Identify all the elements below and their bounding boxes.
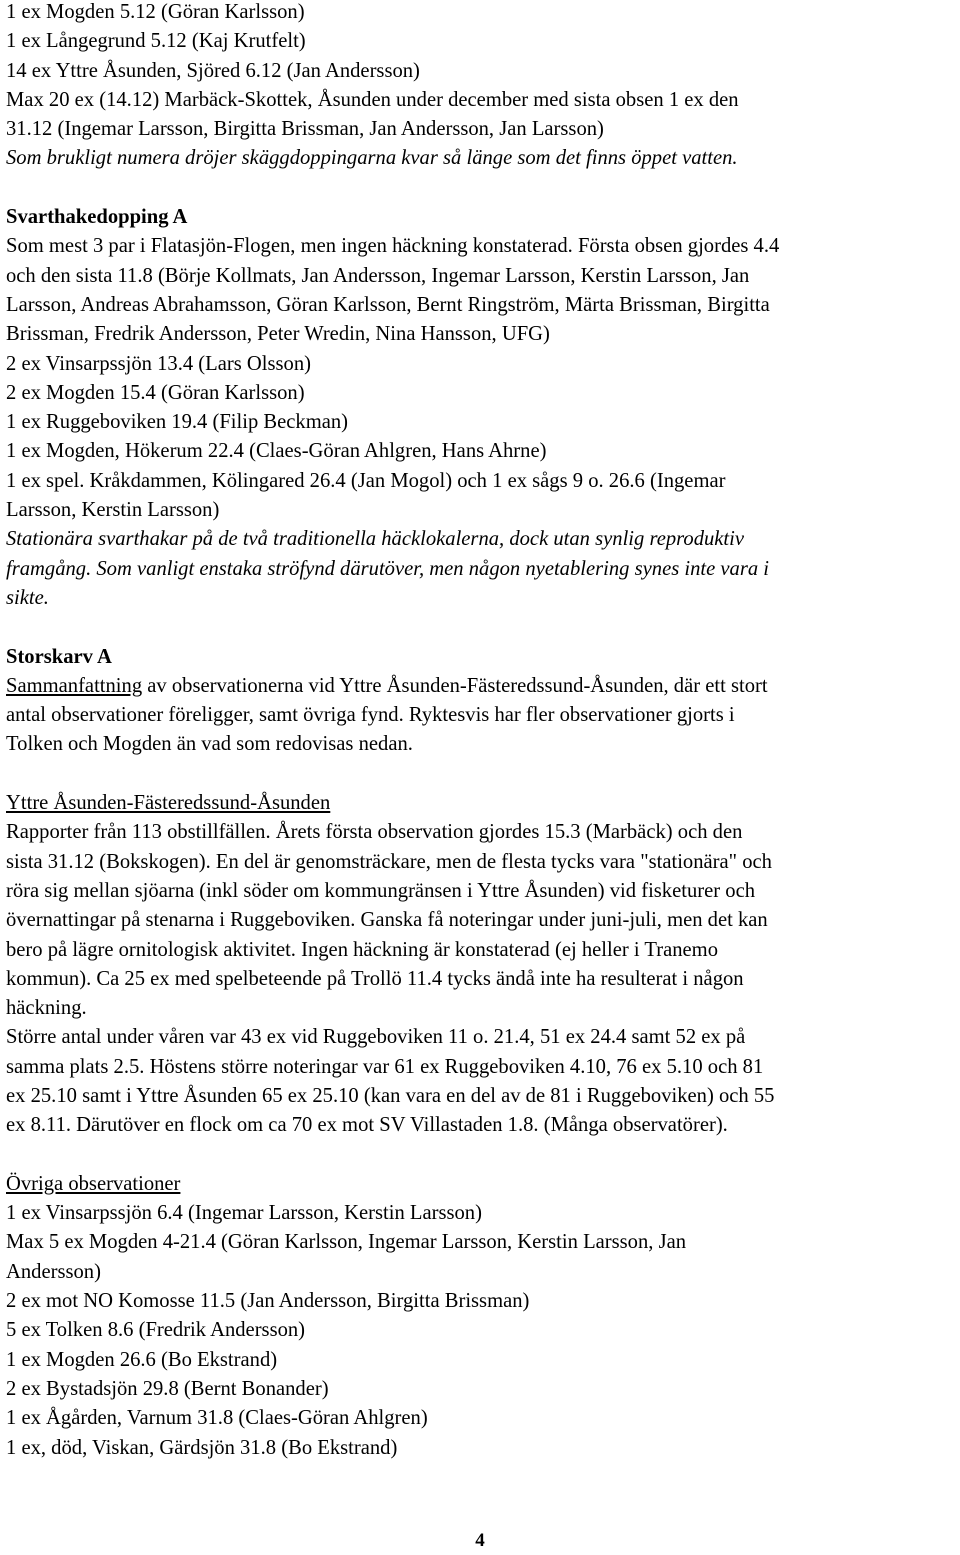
- body-line: kommun). Ca 25 ex med spelbeteende på Trollö 11.4 tycks ändå inte ha resulterat i någon: [6, 967, 744, 990]
- body-line: övernattingar på stenarna i Ruggeboviken. Ganska få noteringar under juni-juli, men det kan: [6, 909, 768, 932]
- observation-line: 2 ex mot NO Komosse 11.5 (Jan Andersson, Birgitta Brissman): [6, 1290, 530, 1313]
- body-line: Brissman, Fredrik Andersson, Peter Wredin, Nina Hansson, UFG): [6, 323, 550, 346]
- body-line: röra sig mellan sjöarna (inkl söder om kommungränsen i Yttre Åsunden) vid fisketurer och: [6, 879, 756, 902]
- observation-line: 1 ex Ruggeboviken 19.4 (Filip Beckman): [6, 411, 349, 434]
- body-line: bero på lägre ornitologisk aktivitet. Ingen häckning är konstaterad (ej heller i Tranemo: [6, 938, 718, 961]
- observation-line: 2 ex Mogden 15.4 (Göran Karlsson): [6, 381, 305, 404]
- section-svarthakedopping: [6, 203, 952, 613]
- observation-line: 1 ex Mogden 26.6 (Bo Ekstrand): [6, 1348, 278, 1371]
- body-line: ex 8.11. Därutöver en flock om ca 70 ex mot SV Villastaden 1.8. (Många observatörer).: [6, 1114, 728, 1137]
- observation-line: 1 ex spel. Kråkdammen, Kölingared 26.4 (Jan Mogol) och 1 ex sågs 9 o. 26.6 (Ingemar: [6, 469, 726, 492]
- observation-line: 2 ex Vinsarpssjön 13.4 (Lars Olsson): [6, 352, 311, 375]
- body-line: och den sista 11.8 (Börje Kollmats, Jan Andersson, Ingemar Larsson, Kerstin Larsson, Jan: [6, 264, 750, 287]
- intro-comment: Som brukligt numera dröjer skäggdoppingarna kvar så länge som det finns öppet vatten.: [6, 147, 738, 170]
- species-heading: Svarthakedopping A: [6, 206, 188, 229]
- body-line: Tolken och Mogden än vad som redovisas nedan.: [6, 733, 413, 756]
- observation-line: 1 ex Långegrund 5.12 (Kaj Krutfelt): [6, 30, 306, 53]
- summary-first-line: [6, 672, 952, 701]
- body-line: Större antal under våren var 43 ex vid Ruggeboviken 11 o. 21.4, 51 ex 24.4 samt 52 ex på: [6, 1026, 746, 1049]
- body-line: Som mest 3 par i Flatasjön-Flogen, men ingen häckning konstaterad. Första obsen gjordes 4.4: [6, 235, 780, 258]
- subsection-heading: Övriga observationer: [6, 1172, 181, 1195]
- summary-label: Sammanfattning: [6, 674, 143, 697]
- intro-observations: [6, 0, 952, 174]
- observation-line: Andersson): [6, 1260, 101, 1283]
- comment-line: sikte.: [6, 586, 49, 609]
- spacer: [6, 1141, 952, 1170]
- observation-line: Max 5 ex Mogden 4-21.4 (Göran Karlsson, Ingemar Larsson, Kerstin Larsson, Jan: [6, 1231, 687, 1254]
- summary-text: av observationerna vid Yttre Åsunden-Fästeredssund-Åsunden, där ett stort: [142, 674, 768, 697]
- observation-line: 1 ex, död, Viskan, Gärdsjön 31.8 (Bo Ekstrand): [6, 1436, 398, 1459]
- comment-line: framgång. Som vanligt enstaka ströfynd därutöver, men någon nyetablering synes inte vara i: [6, 557, 770, 580]
- observation-line: 31.12 (Ingemar Larsson, Birgitta Brissman, Jan Andersson, Jan Larsson): [6, 118, 604, 141]
- body-line: ex 25.10 samt i Yttre Åsunden 65 ex 25.10 (kan vara en del av de 81 i Ruggeboviken) och 55: [6, 1084, 775, 1107]
- observation-line: 1 ex Mogden, Hökerum 22.4 (Claes-Göran Ahlgren, Hans Ahrne): [6, 440, 547, 463]
- observation-line: Max 20 ex (14.12) Marbäck-Skottek, Åsunden under december med sista obsen 1 ex den: [6, 88, 739, 111]
- body-line: samma plats 2.5. Höstens större noteringar var 61 ex Ruggeboviken 4.10, 76 ex 5.10 och 81: [6, 1055, 764, 1078]
- observation-line: Larsson, Kerstin Larsson): [6, 499, 220, 522]
- spacer: [6, 760, 952, 789]
- document-page: [6, 0, 952, 1463]
- subsection-heading: Yttre Åsunden-Fästeredssund-Åsunden: [6, 792, 331, 815]
- page-number: 4: [475, 1530, 485, 1551]
- body-line: häckning.: [6, 997, 87, 1020]
- observation-line: 1 ex Ågården, Varnum 31.8 (Claes-Göran Ahlgren): [6, 1407, 428, 1430]
- body-line: Rapporter från 113 obstillfällen. Årets första observation gjordes 15.3 (Marbäck) och den: [6, 821, 743, 844]
- spacer: [6, 174, 952, 203]
- body-line: antal observationer föreligger, samt övriga fynd. Ryktesvis har fler observationer gjorts i: [6, 704, 735, 727]
- observation-line: 1 ex Vinsarpssjön 6.4 (Ingemar Larsson, Kerstin Larsson): [6, 1202, 482, 1225]
- observation-line: 1 ex Mogden 5.12 (Göran Karlsson): [6, 1, 305, 23]
- body-line: Larsson, Andreas Abrahamsson, Göran Karlsson, Bernt Ringström, Märta Brissman, Birgitta: [6, 293, 770, 316]
- spacer: [6, 613, 952, 642]
- comment-line: Stationära svarthakar på de två traditionella häcklokalerna, dock utan synlig reproduktiv: [6, 528, 745, 551]
- body-line: sista 31.12 (Bokskogen). En del är genomsträckare, men de flesta tycks vara "stationära" och: [6, 850, 772, 873]
- observation-line: 2 ex Bystadsjön 29.8 (Bernt Bonander): [6, 1377, 329, 1400]
- section-storskarv: [6, 643, 952, 1463]
- observation-line: 5 ex Tolken 8.6 (Fredrik Andersson): [6, 1319, 306, 1342]
- observation-line: 14 ex Yttre Åsunden, Sjöred 6.12 (Jan Andersson): [6, 59, 420, 82]
- species-heading: Storskarv A: [6, 645, 112, 668]
